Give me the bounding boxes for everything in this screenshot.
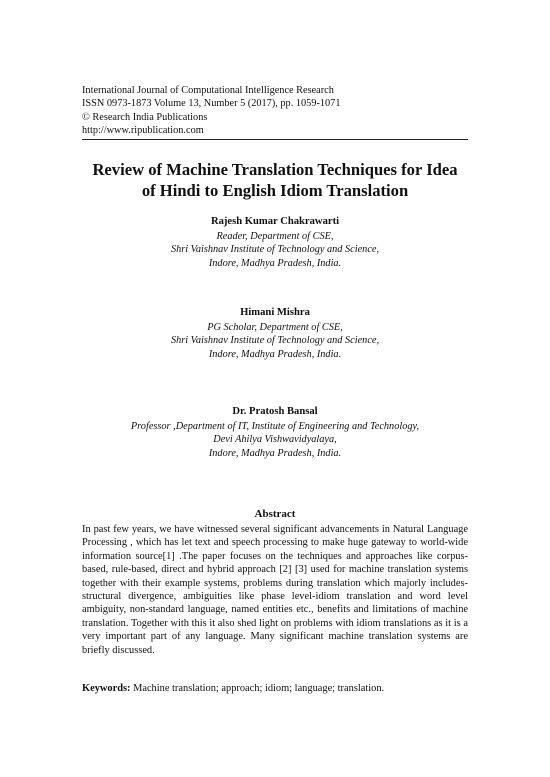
author-affiliation-line: Shri Vaishnav Institute of Technology and Science,: [170, 335, 380, 347]
journal-header: [82, 84, 472, 138]
author-affiliation-line: Indore, Madhya Pradesh, India.: [208, 348, 342, 360]
author-affiliation-line: PG Scholar, Department of CSE,: [207, 322, 343, 334]
author-block-1: [60, 215, 490, 270]
author-affiliation-line: Indore, Madhya Pradesh, India.: [208, 257, 342, 269]
keywords-label: Keywords:: [82, 683, 131, 694]
author-name: Rajesh Kumar Chakrawarti: [210, 216, 340, 227]
journal-issn: ISSN 0973-1873 Volume 13, Number 5 (2017), pp. 1059-1071: [82, 98, 341, 110]
author-block-2: [60, 306, 490, 361]
journal-name: International Journal of Computational Intelligence Research: [82, 85, 334, 96]
author-name: Dr. Pratosh Bansal: [232, 406, 318, 417]
paper-title: [70, 159, 480, 201]
author-name: Himani Mishra: [240, 307, 310, 318]
journal-publisher: © Research India Publications: [82, 111, 208, 123]
keywords-line: [82, 682, 468, 695]
author-affiliation-line: Reader, Department of CSE,: [216, 231, 334, 243]
author-block-3: [60, 405, 490, 460]
author-affiliation-line: Professor ,Department of IT, Institute of Engineering and Technology,: [130, 421, 420, 433]
title-line-1: Review of Machine Translation Techniques for Idea: [92, 160, 458, 179]
journal-url[interactable]: http://www.ripublication.com: [82, 125, 204, 137]
header-rule: [82, 139, 468, 140]
abstract-body: In past few years, we have witnessed several significant advancements in Natural Language Processing , which has let text and speech processing to make huge gateway to world-wide information source[1] .The paper focuses on the techniques and approaches like corpus-based, rule-based, direct and hybrid approach [2] [3] used for machine translation systems together with their example systems, problems during translation which majorly includes- structural divergence, ambiguities like phase level-idiom translation and word level ambiguity, non-standard language, named entities etc., benefits and limitations of machine translation. Together with this it also shed light on problems with idiom translations as it is a very important part of any language. Many significant machine translation systems are briefly discussed.: [82, 524, 468, 656]
author-affiliation-line: Devi Ahilya Vishwavidyalaya,: [213, 434, 337, 446]
keywords-text: Machine translation; approach; idiom; language; translation.: [133, 683, 385, 694]
abstract-heading: Abstract: [254, 508, 296, 520]
author-affiliation-line: Indore, Madhya Pradesh, India.: [208, 447, 342, 459]
author-affiliation-line: Shri Vaishnav Institute of Technology and Science,: [170, 244, 380, 256]
title-line-2: of Hindi to English Idiom Translation: [141, 181, 409, 200]
